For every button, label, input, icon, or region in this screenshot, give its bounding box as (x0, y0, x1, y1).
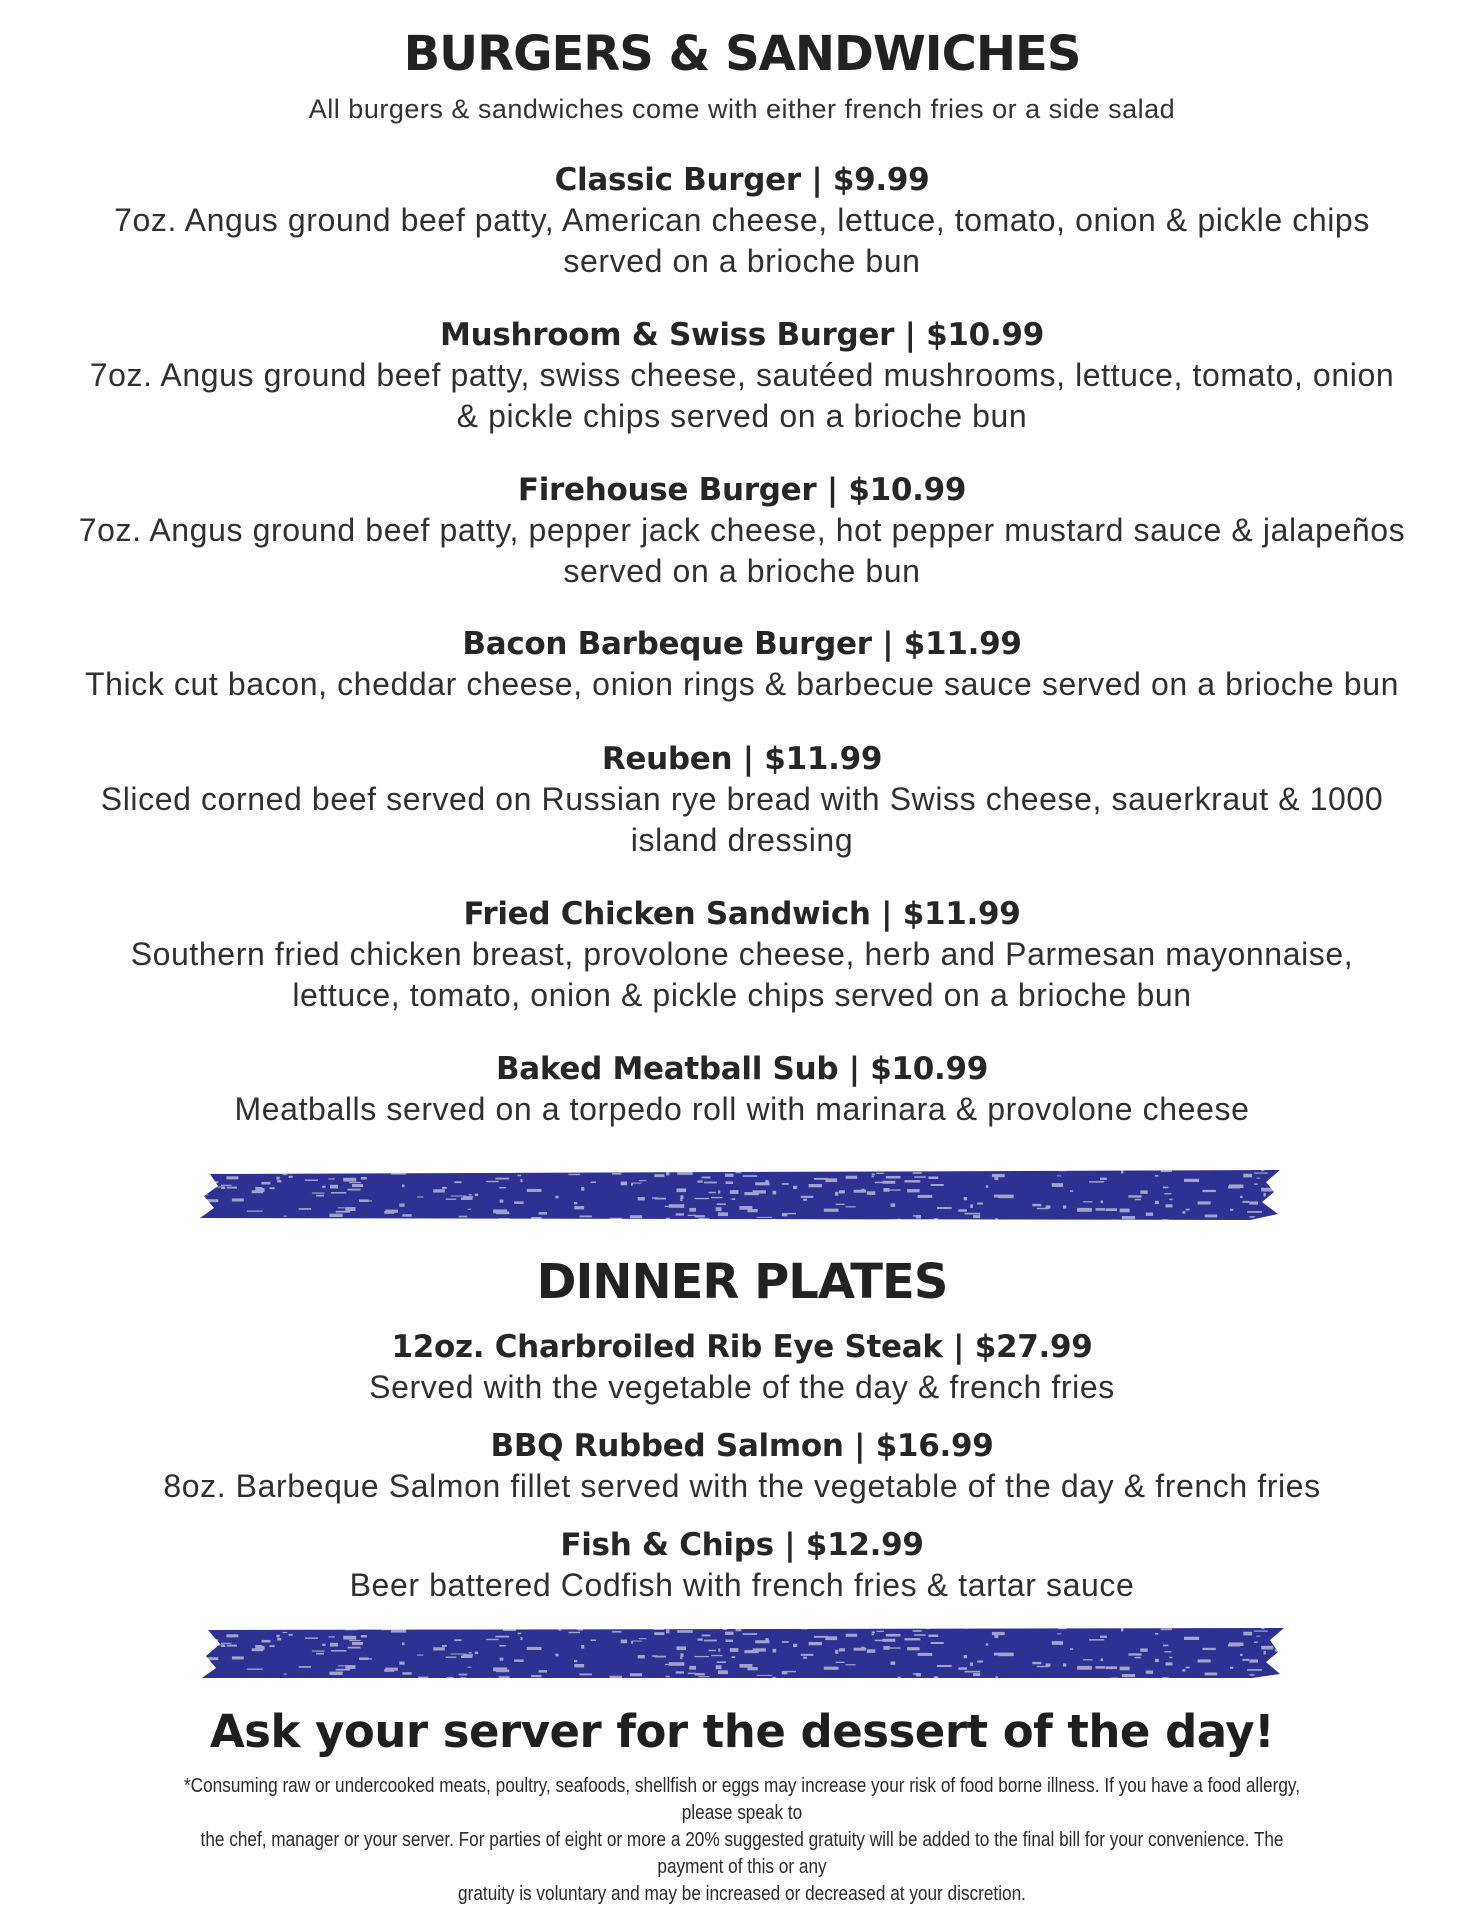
item-name: Firehouse Burger | $10.99 (517, 472, 967, 508)
item-description: served on a brioche bun (563, 553, 921, 589)
divider-brush-stroke (200, 1168, 1284, 1222)
menu-item-bacon-barbeque-burger (60, 624, 1424, 705)
menu-item-bbq-rubbed-salmon (60, 1426, 1424, 1507)
item-description: Thick cut bacon, cheddar cheese, onion rings & barbecue sauce served on a brioche bun (84, 666, 1399, 702)
item-name: Bacon Barbeque Burger | $11.99 (462, 626, 1022, 662)
item-name: Mushroom & Swiss Burger | $10.99 (440, 317, 1044, 353)
dessert-callout: Ask your server for the dessert of the day! (209, 1705, 1275, 1758)
menu-item-firehouse-burger (60, 470, 1424, 592)
item-description: lettuce, tomato, onion & pickle chips served on a brioche bun (292, 977, 1192, 1013)
disclaimer-line: gratuity is voluntary and may be increased or decreased at your discretion. (458, 1883, 1026, 1905)
item-description: Sliced corned beef served on Russian rye bread with Swiss cheese, sauerkraut & 1000 (100, 781, 1384, 817)
menu-item-rib-eye-steak (60, 1327, 1424, 1408)
burgers-section-title: BURGERS & SANDWICHES (403, 26, 1081, 82)
item-name: BBQ Rubbed Salmon | $16.99 (490, 1428, 994, 1464)
menu-item-fried-chicken-sandwich (60, 894, 1424, 1016)
menu-item-baked-meatball-sub (60, 1049, 1424, 1130)
item-description: Southern fried chicken breast, provolone cheese, herb and Parmesan mayonnaise, (130, 936, 1354, 972)
item-name: Baked Meatball Sub | $10.99 (495, 1051, 989, 1087)
item-name: Reuben | $11.99 (601, 741, 883, 777)
item-description: 7oz. Angus ground beef patty, pepper jack cheese, hot pepper mustard sauce & jalapeños (78, 512, 1406, 548)
item-name: Classic Burger | $9.99 (554, 162, 930, 198)
dinner-section-title: DINNER PLATES (536, 1254, 948, 1310)
menu-item-reuben (60, 739, 1424, 861)
item-description: Served with the vegetable of the day & french fries (369, 1369, 1115, 1405)
item-description: & pickle chips served on a brioche bun (456, 398, 1028, 434)
divider-brush-stroke (200, 1626, 1284, 1680)
item-description: Meatballs served on a torpedo roll with marinara & provolone cheese (234, 1091, 1250, 1127)
burgers-subtitle: All burgers & sandwiches come with either french fries or a side salad (308, 94, 1176, 124)
item-name: Fried Chicken Sandwich | $11.99 (463, 896, 1021, 932)
item-name: 12oz. Charbroiled Rib Eye Steak | $27.99 (391, 1329, 1093, 1365)
item-description: 7oz. Angus ground beef patty, American cheese, lettuce, tomato, onion & pickle chips (114, 202, 1370, 238)
item-description: Beer battered Codfish with french fries & tartar sauce (349, 1567, 1135, 1603)
disclaimer-line: the chef, manager or your server. For parties of eight or more a 20% suggested gratuity will be added to the final bill for your convenience. The payment of this or any (200, 1829, 1284, 1878)
item-name: Fish & Chips | $12.99 (560, 1527, 924, 1563)
item-description: served on a brioche bun (563, 243, 921, 279)
disclaimer-line: *Consuming raw or undercooked meats, poultry, seafoods, shellfish or eggs may increase your risk of food borne illness. If you have a food allergy, please speak to (183, 1775, 1301, 1824)
menu-item-fish-and-chips (60, 1525, 1424, 1606)
item-description: 8oz. Barbeque Salmon fillet served with the vegetable of the day & french fries (163, 1468, 1321, 1504)
item-description: 7oz. Angus ground beef patty, swiss cheese, sautéed mushrooms, lettuce, tomato, onion (89, 357, 1395, 393)
disclaimer (173, 1773, 1312, 1908)
menu-item-mushroom-swiss-burger (60, 315, 1424, 437)
menu-item-classic-burger (60, 160, 1424, 282)
item-description: island dressing (630, 822, 854, 858)
